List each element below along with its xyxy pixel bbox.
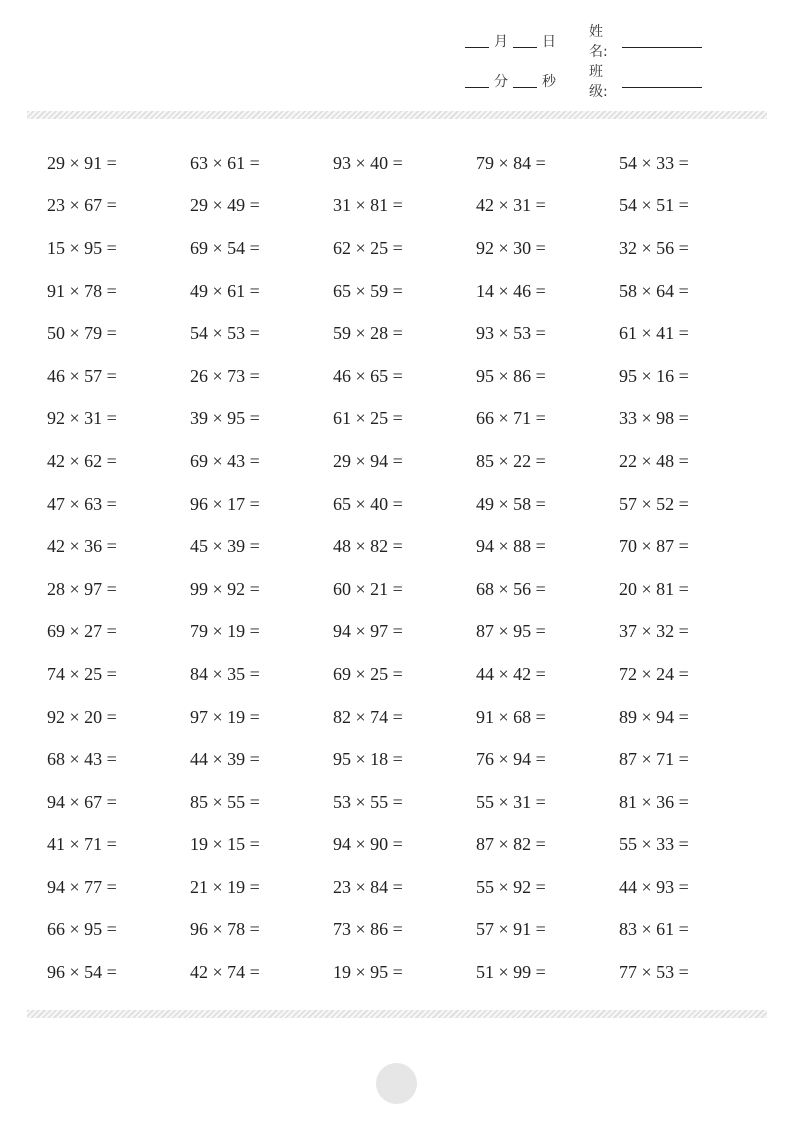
bottom-divider	[27, 1010, 767, 1018]
problem-item: 74 × 25 =	[47, 663, 117, 684]
problem-item: 94 × 77 =	[47, 876, 117, 897]
problem-item: 37 × 32 =	[619, 621, 689, 642]
problem-item: 49 × 61 =	[190, 280, 260, 301]
minute-blank[interactable]	[465, 75, 489, 88]
problem-item: 68 × 56 =	[476, 578, 546, 599]
problem-item: 23 × 84 =	[333, 876, 403, 897]
problem-item: 45 × 39 =	[190, 536, 260, 557]
problem-item: 93 × 40 =	[333, 152, 403, 173]
date-fields	[465, 31, 561, 51]
class-label: 班级:	[589, 64, 608, 100]
problem-item: 91 × 78 =	[47, 280, 117, 301]
problem-item: 92 × 31 =	[47, 408, 117, 429]
problem-item: 61 × 41 =	[619, 323, 689, 344]
problem-item: 66 × 95 =	[47, 919, 117, 940]
problem-item: 39 × 95 =	[190, 408, 260, 429]
problem-item: 58 × 64 =	[619, 280, 689, 301]
problem-item: 26 × 73 =	[190, 365, 260, 386]
problem-item: 54 × 33 =	[619, 152, 689, 173]
problem-item: 79 × 84 =	[476, 152, 546, 173]
problem-item: 62 × 25 =	[333, 237, 403, 258]
problem-item: 60 × 21 =	[333, 578, 403, 599]
problem-item: 59 × 28 =	[333, 323, 403, 344]
problem-item: 21 × 19 =	[190, 876, 260, 897]
second-blank[interactable]	[513, 75, 537, 88]
problem-item: 95 × 86 =	[476, 365, 546, 386]
problem-item: 41 × 71 =	[47, 834, 117, 855]
problem-item: 55 × 33 =	[619, 834, 689, 855]
problem-grid	[47, 142, 762, 994]
problem-item: 65 × 59 =	[333, 280, 403, 301]
problem-item: 69 × 27 =	[47, 621, 117, 642]
problem-item: 50 × 79 =	[47, 323, 117, 344]
problem-item: 47 × 63 =	[47, 493, 117, 514]
problem-item: 32 × 56 =	[619, 237, 689, 258]
problem-item: 54 × 51 =	[619, 195, 689, 216]
problem-item: 87 × 82 =	[476, 834, 546, 855]
problem-item: 42 × 31 =	[476, 195, 546, 216]
problem-item: 96 × 78 =	[190, 919, 260, 940]
problem-item: 29 × 49 =	[190, 195, 260, 216]
problem-item: 95 × 18 =	[333, 749, 403, 770]
problem-item: 63 × 61 =	[190, 152, 260, 173]
time-fields	[465, 71, 561, 91]
problem-item: 29 × 94 =	[333, 450, 403, 471]
problem-item: 19 × 15 =	[190, 834, 260, 855]
problem-item: 87 × 71 =	[619, 749, 689, 770]
month-blank[interactable]	[465, 35, 489, 48]
problem-item: 92 × 30 =	[476, 237, 546, 258]
problem-item: 96 × 54 =	[47, 962, 117, 983]
problem-item: 14 × 46 =	[476, 280, 546, 301]
second-label: 秒	[542, 74, 556, 90]
problem-item: 69 × 25 =	[333, 663, 403, 684]
problem-item: 46 × 57 =	[47, 365, 117, 386]
problem-item: 89 × 94 =	[619, 706, 689, 727]
problem-item: 15 × 95 =	[47, 237, 117, 258]
problem-item: 94 × 90 =	[333, 834, 403, 855]
name-field-group	[589, 21, 707, 61]
problem-item: 83 × 61 =	[619, 919, 689, 940]
problem-item: 33 × 98 =	[619, 408, 689, 429]
problem-item: 42 × 62 =	[47, 450, 117, 471]
problem-item: 53 × 55 =	[333, 791, 403, 812]
problem-item: 84 × 35 =	[190, 663, 260, 684]
name-blank[interactable]	[622, 35, 702, 48]
problem-item: 19 × 95 =	[333, 962, 403, 983]
problem-item: 31 × 81 =	[333, 195, 403, 216]
problem-item: 94 × 97 =	[333, 621, 403, 642]
problem-item: 55 × 92 =	[476, 876, 546, 897]
problem-item: 99 × 92 =	[190, 578, 260, 599]
month-label: 月	[494, 34, 508, 50]
problem-item: 91 × 68 =	[476, 706, 546, 727]
problem-item: 69 × 54 =	[190, 237, 260, 258]
problem-item: 69 × 43 =	[190, 450, 260, 471]
problem-item: 77 × 53 =	[619, 962, 689, 983]
problem-item: 94 × 88 =	[476, 536, 546, 557]
problem-item: 42 × 74 =	[190, 962, 260, 983]
problem-item: 97 × 19 =	[190, 706, 260, 727]
problem-item: 95 × 16 =	[619, 365, 689, 386]
problem-item: 49 × 58 =	[476, 493, 546, 514]
problem-item: 57 × 91 =	[476, 919, 546, 940]
problem-item: 29 × 91 =	[47, 152, 117, 173]
problem-item: 82 × 74 =	[333, 706, 403, 727]
problem-item: 44 × 39 =	[190, 749, 260, 770]
problem-item: 20 × 81 =	[619, 578, 689, 599]
problem-item: 44 × 93 =	[619, 876, 689, 897]
page-number-badge	[376, 1063, 417, 1104]
problem-item: 79 × 19 =	[190, 621, 260, 642]
problem-item: 85 × 22 =	[476, 450, 546, 471]
problem-item: 72 × 24 =	[619, 663, 689, 684]
problem-item: 61 × 25 =	[333, 408, 403, 429]
problem-item: 70 × 87 =	[619, 536, 689, 557]
problem-item: 96 × 17 =	[190, 493, 260, 514]
class-blank[interactable]	[622, 75, 702, 88]
problem-item: 92 × 20 =	[47, 706, 117, 727]
problem-item: 76 × 94 =	[476, 749, 546, 770]
problem-item: 94 × 67 =	[47, 791, 117, 812]
minute-label: 分	[494, 74, 508, 90]
problem-item: 93 × 53 =	[476, 323, 546, 344]
problem-item: 22 × 48 =	[619, 450, 689, 471]
problem-item: 87 × 95 =	[476, 621, 546, 642]
problem-item: 23 × 67 =	[47, 195, 117, 216]
problem-item: 81 × 36 =	[619, 791, 689, 812]
problem-item: 44 × 42 =	[476, 663, 546, 684]
problem-item: 66 × 71 =	[476, 408, 546, 429]
class-field-group	[589, 61, 707, 101]
problem-item: 46 × 65 =	[333, 365, 403, 386]
top-divider	[27, 111, 767, 119]
problem-item: 73 × 86 =	[333, 919, 403, 940]
problem-item: 48 × 82 =	[333, 536, 403, 557]
problem-item: 51 × 99 =	[476, 962, 546, 983]
problem-item: 68 × 43 =	[47, 749, 117, 770]
name-label: 姓名:	[589, 24, 608, 60]
problem-item: 57 × 52 =	[619, 493, 689, 514]
problem-item: 65 × 40 =	[333, 493, 403, 514]
day-label: 日	[542, 34, 556, 50]
problem-item: 28 × 97 =	[47, 578, 117, 599]
problem-item: 55 × 31 =	[476, 791, 546, 812]
day-blank[interactable]	[513, 35, 537, 48]
problem-item: 42 × 36 =	[47, 536, 117, 557]
problem-item: 54 × 53 =	[190, 323, 260, 344]
problem-item: 85 × 55 =	[190, 791, 260, 812]
